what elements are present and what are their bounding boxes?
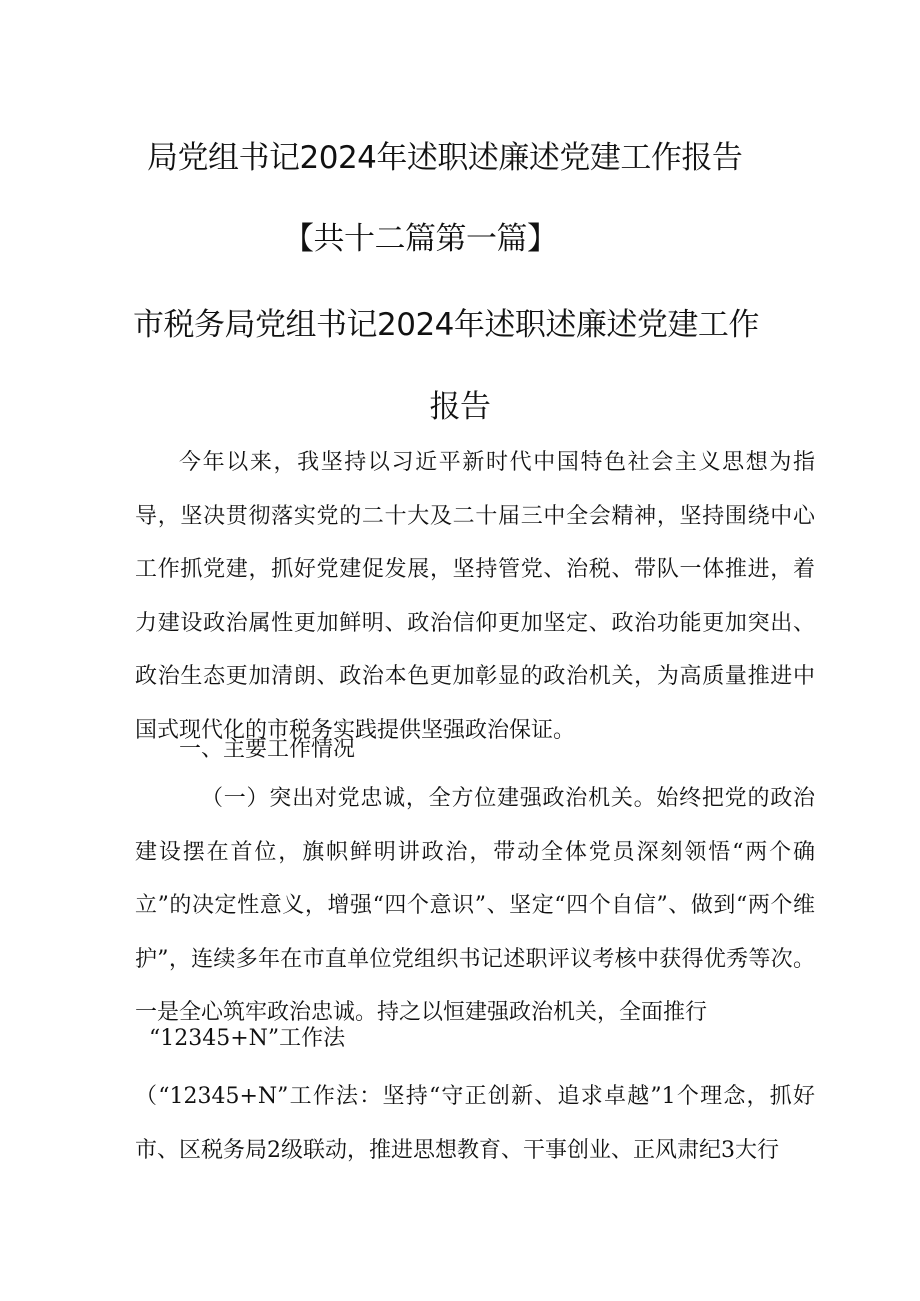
document-subtitle-line-2: 报告: [429, 389, 491, 425]
document-title-line-1: 局党组书记2024年述职述廉述党建工作报告: [147, 140, 743, 176]
method-paragraph: （“12345+N”工作法：坚持“守正创新、追求卓越”1个理念，抓好市、区税务局2级联动，推进思想教育、干事创业、正风肃纪3大行: [135, 1084, 815, 1163]
section-heading: 一、主要工作情况: [179, 737, 356, 762]
section-paragraph: （一）突出对党忠诚，全方位建强政治机关。始终把党的政治建设摆在首位，旗帜鲜明讲政治，带动全体党员深刻领悟“两个确立”的决定性意义，增强“四个意识”、坚定“四个自信”、做到“两个维护”，连续多年在市直单位党组织书记述职评议考核中获得优秀等次。一是全心筑牢政治忠诚。持之以恒建强政治机关，全面推行: [135, 786, 815, 1026]
method-line: “12345+N”工作法: [149, 1026, 346, 1051]
intro-paragraph: 今年以来，我坚持以习近平新时代中国特色社会主义思想为指导，坚决贯彻落实党的二十大及二十届三中全会精神，坚持围绕中心工作抓党建，抓好党建促发展，坚持管党、治税、带队一体推进，着力建设政治属性更加鲜明、政治信仰更加坚定、政治功能更加突出、政治生态更加清朗、政治本色更加彰显的政治机关，为高质量推进中国式现代化的市税务实践提供坚强政治保证。: [135, 450, 815, 743]
document-subtitle-line-1: 市税务局党组书记2024年述职述廉述党建工作: [133, 307, 759, 343]
document-title-line-2: 【共十二篇第一篇】: [283, 221, 558, 257]
